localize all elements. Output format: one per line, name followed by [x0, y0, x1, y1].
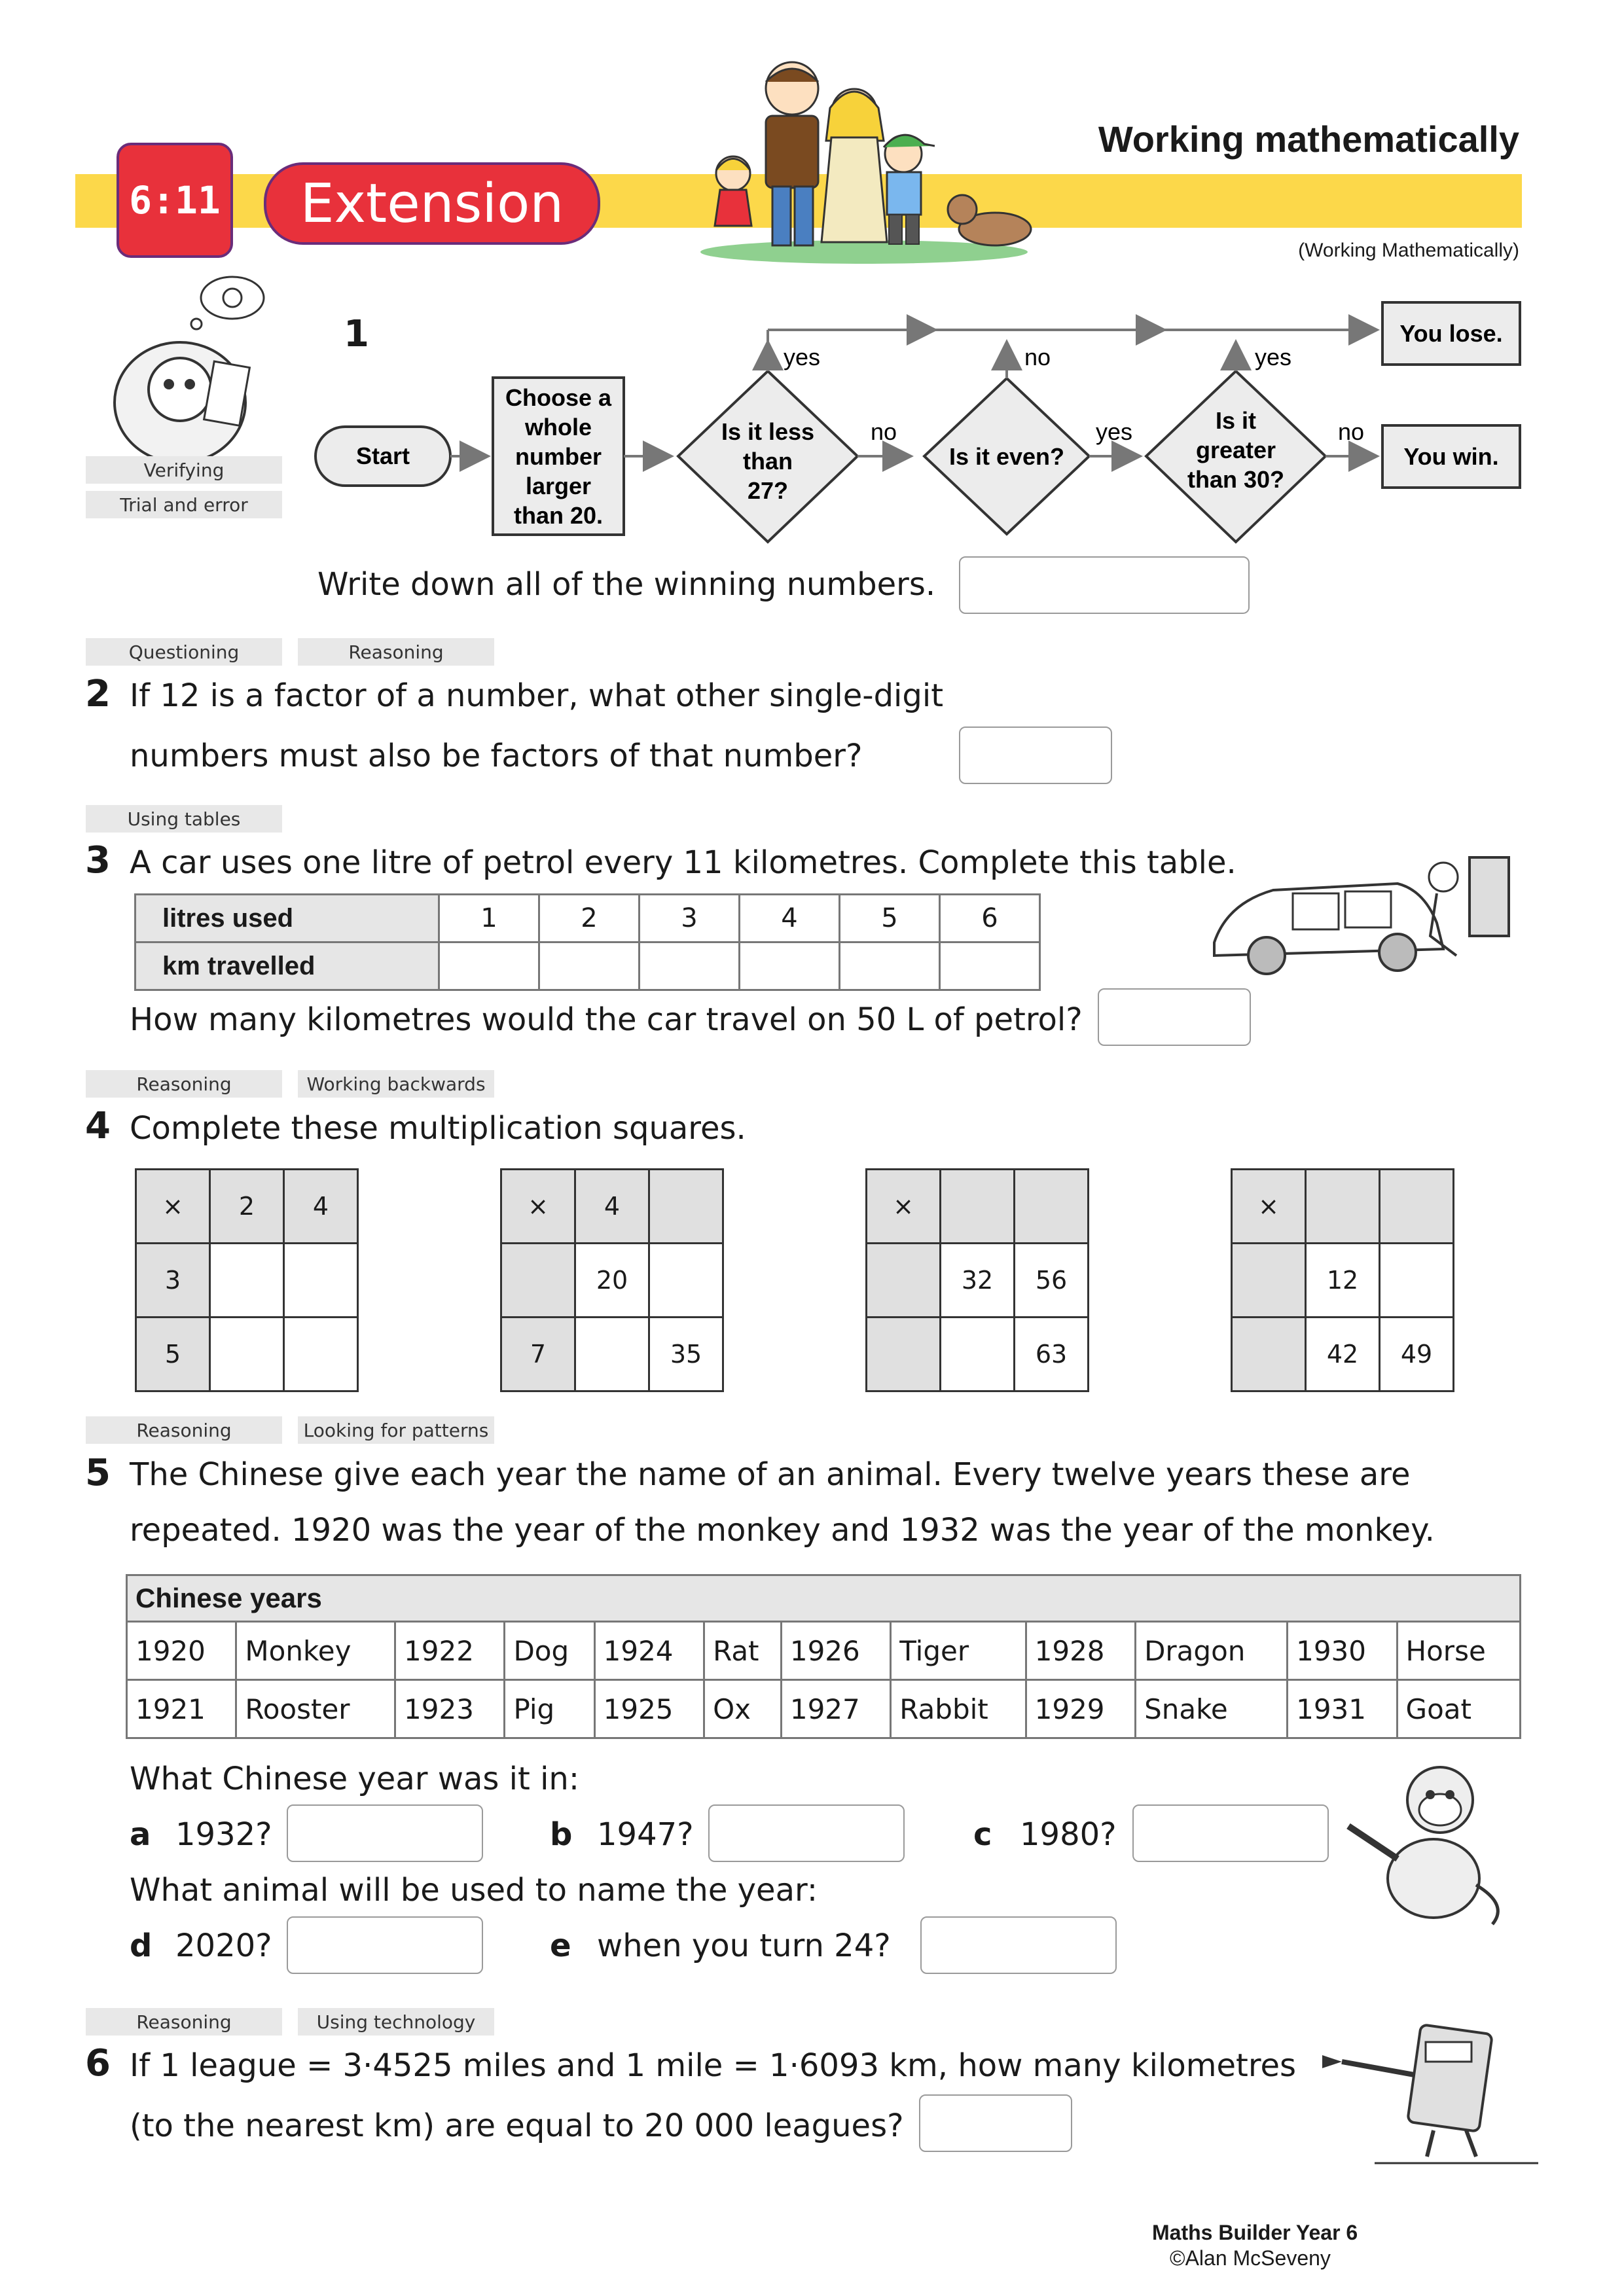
msq-cell: 32 [941, 1244, 1015, 1318]
msq-header-cell: × [1232, 1170, 1306, 1244]
q5b-answer-box[interactable] [708, 1804, 905, 1862]
table-cell: 1923 [395, 1680, 505, 1738]
msq-cell: 49 [1380, 1318, 1454, 1391]
tag-questioning: Questioning [86, 638, 282, 666]
msq-header-cell: × [136, 1170, 210, 1244]
fuel-answer-cell[interactable] [740, 942, 840, 990]
table-cell: 1920 [127, 1622, 236, 1680]
chinese-years-title: Chinese years [127, 1575, 1521, 1622]
fuel-cell: 2 [539, 895, 640, 942]
q5c-answer-box[interactable] [1132, 1804, 1329, 1862]
tag-reasoning: Reasoning [86, 2008, 282, 2036]
msq-header-cell: 7 [501, 1318, 575, 1391]
fuel-label-litres: litres used [135, 895, 439, 942]
flow-step-line: Choose a [505, 384, 612, 411]
q5-part-letter: c [973, 1816, 992, 1853]
msq-answer-cell[interactable] [210, 1244, 284, 1318]
flow-start-text: Start [355, 442, 410, 469]
fuel-answer-cell[interactable] [940, 942, 1040, 990]
flow-label-d1-no: no [870, 418, 897, 445]
q5d-answer-box[interactable] [287, 1916, 483, 1974]
msq-header-cell[interactable] [1232, 1318, 1306, 1391]
multiplication-square-2 [500, 1168, 724, 1392]
msq-header-cell: 3 [136, 1244, 210, 1318]
msq-header-cell[interactable] [1380, 1170, 1454, 1244]
fuel-row-km [135, 942, 1040, 990]
tag-reasoning: Reasoning [298, 638, 494, 666]
msq-answer-cell[interactable] [1380, 1244, 1454, 1318]
fuel-label-km: km travelled [135, 942, 439, 990]
msq-header-cell[interactable] [1015, 1170, 1089, 1244]
table-cell: 1928 [1026, 1622, 1135, 1680]
flow-d3-line: greater [1195, 437, 1276, 463]
fuel-cell: 1 [439, 895, 539, 942]
msq-cell: 35 [649, 1318, 723, 1391]
table-cell: 1931 [1288, 1680, 1397, 1738]
page-subtitle: (Working Mathematically) [1298, 240, 1519, 261]
q5-part-text: when you turn 24? [597, 1928, 891, 1964]
flow-step-line: number [514, 443, 602, 470]
tag-reasoning: Reasoning [86, 1070, 282, 1098]
msq-cell: 42 [1306, 1318, 1380, 1391]
multiplication-square-3 [865, 1168, 1089, 1392]
fuel-cell: 5 [840, 895, 940, 942]
multiplication-square-1 [135, 1168, 359, 1392]
fuel-answer-cell[interactable] [539, 942, 640, 990]
table-cell: Horse [1397, 1622, 1520, 1680]
q1-prompt: Write down all of the winning numbers. [317, 566, 936, 603]
q4-text: Complete these multiplication squares. [130, 1110, 746, 1147]
question-number-6: 6 [85, 2042, 111, 2085]
msq-header-cell: 4 [575, 1170, 649, 1244]
msq-header-cell: × [867, 1170, 941, 1244]
section-label: Extension [264, 162, 600, 245]
flow-label-d2-yes: yes [1095, 418, 1133, 445]
question-number-4: 4 [85, 1105, 111, 1147]
msq-header-cell[interactable] [501, 1244, 575, 1318]
msq-header-cell[interactable] [1306, 1170, 1380, 1244]
question-number-3: 3 [85, 839, 111, 882]
q5-line-2: repeated. 1920 was the year of the monkey and 1932 was the year of the monkey. [130, 1512, 1435, 1549]
q5-part-text: 2020? [175, 1928, 272, 1964]
monkey-illustration [1335, 1754, 1512, 1931]
flow-label-d2-no: no [1024, 344, 1051, 370]
student-thinking-illustration [92, 272, 268, 468]
table-cell: 1921 [127, 1680, 236, 1738]
table-cell: 1927 [781, 1680, 890, 1738]
flow-d1-line: Is it less [721, 418, 815, 445]
flow-lose-text: You lose. [1399, 320, 1503, 347]
flow-d1-line: than [743, 448, 793, 475]
q5-line-1: The Chinese give each year the name of an animal. Every twelve years these are [130, 1456, 1411, 1493]
fuel-answer-cell[interactable] [640, 942, 740, 990]
q5-ask-2: What animal will be used to name the year: [130, 1872, 818, 1909]
flow-step-line: than 20. [513, 502, 604, 529]
flow-label-d3-no: no [1337, 418, 1365, 445]
msq-header-cell[interactable] [649, 1170, 723, 1244]
fuel-answer-cell[interactable] [840, 942, 940, 990]
tag-using-tables: Using tables [86, 805, 282, 833]
q2-line-2: numbers must also be factors of that number? [130, 738, 863, 774]
msq-header-cell[interactable] [1232, 1244, 1306, 1318]
question-number-5: 5 [85, 1452, 111, 1494]
q5-part-letter: b [550, 1816, 573, 1853]
flow-d1-line: 27? [747, 477, 789, 504]
q5-part-letter: a [130, 1816, 151, 1853]
tag-reasoning: Reasoning [86, 1416, 282, 1444]
q2-line-1: If 12 is a factor of a number, what other single-digit [130, 677, 944, 714]
q3-followup: How many kilometres would the car travel on 50 L of petrol? [130, 1001, 1083, 1038]
page-title: Working mathematically [1098, 118, 1519, 160]
flow-step-line: whole [524, 414, 592, 440]
car-petrol-illustration [1201, 844, 1528, 995]
msq-header-cell: 2 [210, 1170, 284, 1244]
msq-cell: 63 [1015, 1318, 1089, 1391]
table-cell: 1922 [395, 1622, 505, 1680]
tag-working-backwards: Working backwards [298, 1070, 494, 1098]
q5-part-text: 1947? [597, 1816, 694, 1853]
fuel-row-litres [135, 895, 1040, 942]
table-row [127, 1680, 1521, 1738]
flow-d3-line: Is it [1215, 407, 1257, 434]
q5-part-letter: d [130, 1928, 153, 1964]
footer-copyright: ©Alan McSeveny [1170, 2246, 1331, 2270]
table-row [127, 1622, 1521, 1680]
msq-header-cell: 5 [136, 1318, 210, 1391]
fuel-cell: 3 [640, 895, 740, 942]
table-cell: Tiger [891, 1622, 1026, 1680]
fuel-cell: 4 [740, 895, 840, 942]
fuel-cell: 6 [940, 895, 1040, 942]
msq-answer-cell[interactable] [210, 1318, 284, 1391]
footer-book-title: Maths Builder Year 6 [1152, 2221, 1358, 2244]
msq-cell: 56 [1015, 1244, 1089, 1318]
q6-line-1: If 1 league = 3·4525 miles and 1 mile = 1·6093 km, how many kilometres [130, 2047, 1297, 2084]
flow-label-d1-yes: yes [783, 344, 821, 370]
msq-header-cell[interactable] [941, 1170, 1015, 1244]
q6-line-2: (to the nearest km) are equal to 20 000 leagues? [130, 2108, 904, 2144]
q5-part-text: 1932? [175, 1816, 272, 1853]
msq-header-cell: × [501, 1170, 575, 1244]
table-cell: 1926 [781, 1622, 890, 1680]
msq-answer-cell[interactable] [649, 1244, 723, 1318]
q2-answer-box[interactable] [959, 726, 1112, 784]
table-cell: Snake [1136, 1680, 1288, 1738]
question-number-2: 2 [85, 673, 111, 715]
flow-label-d3-yes: yes [1254, 344, 1292, 370]
q5e-answer-box[interactable] [920, 1916, 1117, 1974]
msq-header-cell: 4 [284, 1170, 358, 1244]
table-cell: Goat [1397, 1680, 1520, 1738]
msq-header-cell[interactable] [867, 1244, 941, 1318]
msq-cell: 12 [1306, 1244, 1380, 1318]
q5a-answer-box[interactable] [287, 1804, 483, 1862]
msq-answer-cell[interactable] [575, 1318, 649, 1391]
q5-ask-1: What Chinese year was it in: [130, 1761, 580, 1797]
table-cell: Ox [704, 1680, 782, 1738]
table-cell: 1930 [1288, 1622, 1397, 1680]
table-cell: Rabbit [891, 1680, 1026, 1738]
table-cell: Rooster [236, 1680, 395, 1738]
table-cell: 1929 [1026, 1680, 1135, 1738]
q5-part-letter: e [550, 1928, 571, 1964]
flow-step-line: larger [525, 473, 592, 499]
calculator-character-illustration [1316, 2016, 1551, 2173]
table-cell: 1924 [594, 1622, 704, 1680]
q1-answer-box[interactable] [959, 556, 1250, 614]
msq-answer-cell[interactable] [941, 1318, 1015, 1391]
msq-cell: 20 [575, 1244, 649, 1318]
fuel-table [134, 893, 1041, 991]
flow-d3-line: than 30? [1187, 466, 1285, 493]
question-number-1: 1 [344, 313, 369, 355]
q6-answer-box[interactable] [919, 2094, 1072, 2152]
tag-using-technology: Using technology [298, 2008, 494, 2036]
flowchart [308, 288, 1532, 550]
flow-win-text: You win. [1403, 443, 1499, 470]
q3-answer-box[interactable] [1098, 988, 1251, 1046]
table-cell: Monkey [236, 1622, 395, 1680]
msq-answer-cell[interactable] [284, 1318, 358, 1391]
multiplication-square-4 [1231, 1168, 1454, 1392]
chinese-years-table [126, 1574, 1521, 1739]
tag-trial-and-error: Trial and error [86, 491, 282, 518]
table-cell: 1925 [594, 1680, 704, 1738]
msq-header-cell[interactable] [867, 1318, 941, 1391]
q3-text: A car uses one litre of petrol every 11 kilometres. Complete this table. [130, 844, 1236, 881]
table-cell: Dog [505, 1622, 594, 1680]
tag-verifying: Verifying [86, 456, 282, 484]
table-cell: Dragon [1136, 1622, 1288, 1680]
family-illustration [687, 56, 1054, 265]
q5-part-text: 1980? [1020, 1816, 1117, 1853]
flow-d2-line: Is it even? [948, 443, 1065, 470]
table-cell: Pig [505, 1680, 594, 1738]
tag-looking-for-patterns: Looking for patterns [298, 1416, 494, 1444]
msq-answer-cell[interactable] [284, 1244, 358, 1318]
section-code: 6:11 [117, 143, 233, 258]
fuel-answer-cell[interactable] [439, 942, 539, 990]
table-cell: Rat [704, 1622, 782, 1680]
